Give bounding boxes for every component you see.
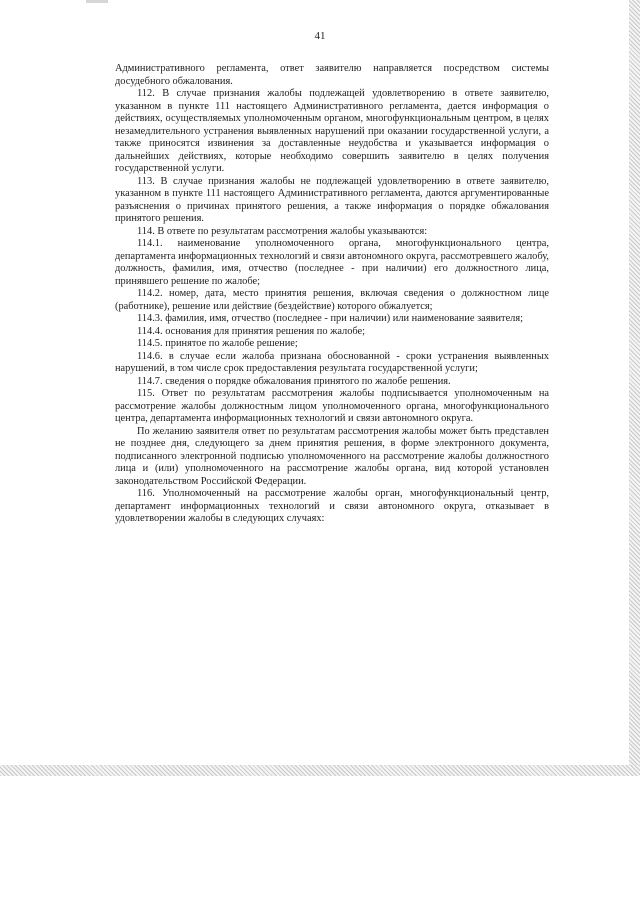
- paragraph-112: 112. В случае признания жалобы подлежащей удовлетворению в ответе заявителю, указанном в пункте 111 настоящего Административного регламента, дается информация о действиях, осуществляемых уполномоченным органом, многофункциональным центром, в целях незамедлительного устранения выявленных нарушений при оказании государственной услуги, а также приносятся извинения за доставленные неудобства и указывается информация о дальнейших действиях, которые необходимо совершить заявителю в целях получения государственной услуги.: [115, 88, 549, 174]
- paragraph-114-5: 114.5. принятое по жалобе решение;: [137, 338, 298, 349]
- scan-border-right: [629, 0, 640, 765]
- paragraph-115: 115. Ответ по результатам рассмотрения жалобы подписывается уполномоченным на рассмотрение жалобы должностным лицом уполномоченного органа, многофункционального центра, департамента информационных технологий и связи автономного округа.: [115, 388, 549, 424]
- paragraph-114-2: 114.2. номер, дата, место принятия решения, включая сведения о должностном лице (работнике), решение или действие (бездействие) которого обжалуется;: [115, 288, 549, 312]
- paragraph-114-1: 114.1. наименование уполномоченного органа, многофункционального центра, департамента информационных технологий и связи автономного округа, рассмотревшего жалобу, должность, фамилия, имя, отчество (последнее - при наличии) его должностного лица, принявшего решение по жалобе;: [115, 238, 549, 287]
- paragraph-116: 116. Уполномоченный на рассмотрение жалобы орган, многофункциональный центр, департамент информационных технологий и связи автономного округа, отказывает в удовлетворении жалобы в следующих случаях:: [115, 488, 549, 524]
- paragraph-electronic-response: По желанию заявителя ответ по результатам рассмотрения жалобы может быть представлен не позднее дня, следующего за днем принятия решения, в форме электронного документа, подписанного электронной подписью уполномоченного на рассмотрение жалобы должностного лица и (или) уполномоченного на рассмотрение жалобы органа, вид которой установлен законодательством Российской Федерации.: [115, 425, 549, 487]
- scan-border-bottom: [0, 765, 640, 776]
- document-body: [115, 63, 549, 526]
- paragraph-113: 113. В случае признания жалобы не подлежащей удовлетворению в ответе заявителю, указанном в пункте 111 настоящего Административного регламента, даются аргументированные разъяснения о причинах принятого решения, а также информация о порядке обжалования принятого решения.: [115, 175, 549, 224]
- paragraph-114-4: 114.4. основания для принятия решения по жалобе;: [137, 325, 366, 337]
- paragraph-continuation: Административного регламента, ответ заявителю направляется посредством системы досудебного обжалования.: [115, 63, 549, 87]
- page-number: 41: [314, 30, 326, 42]
- paragraph-114-3: 114.3. фамилия, имя, отчество (последнее - при наличии) или наименование заявителя;: [137, 313, 524, 324]
- paragraph-114: 114. В ответе по результатам рассмотрения жалобы указываются:: [137, 225, 428, 237]
- paragraph-114-6: 114.6. в случае если жалоба признана обоснованной - сроки устранения выявленных нарушений, в том числе срок предоставления результата государственной услуги;: [115, 350, 549, 374]
- scan-artifact: [86, 0, 108, 3]
- paragraph-114-7: 114.7. сведения о порядке обжалования принятого по жалобе решения.: [137, 375, 451, 387]
